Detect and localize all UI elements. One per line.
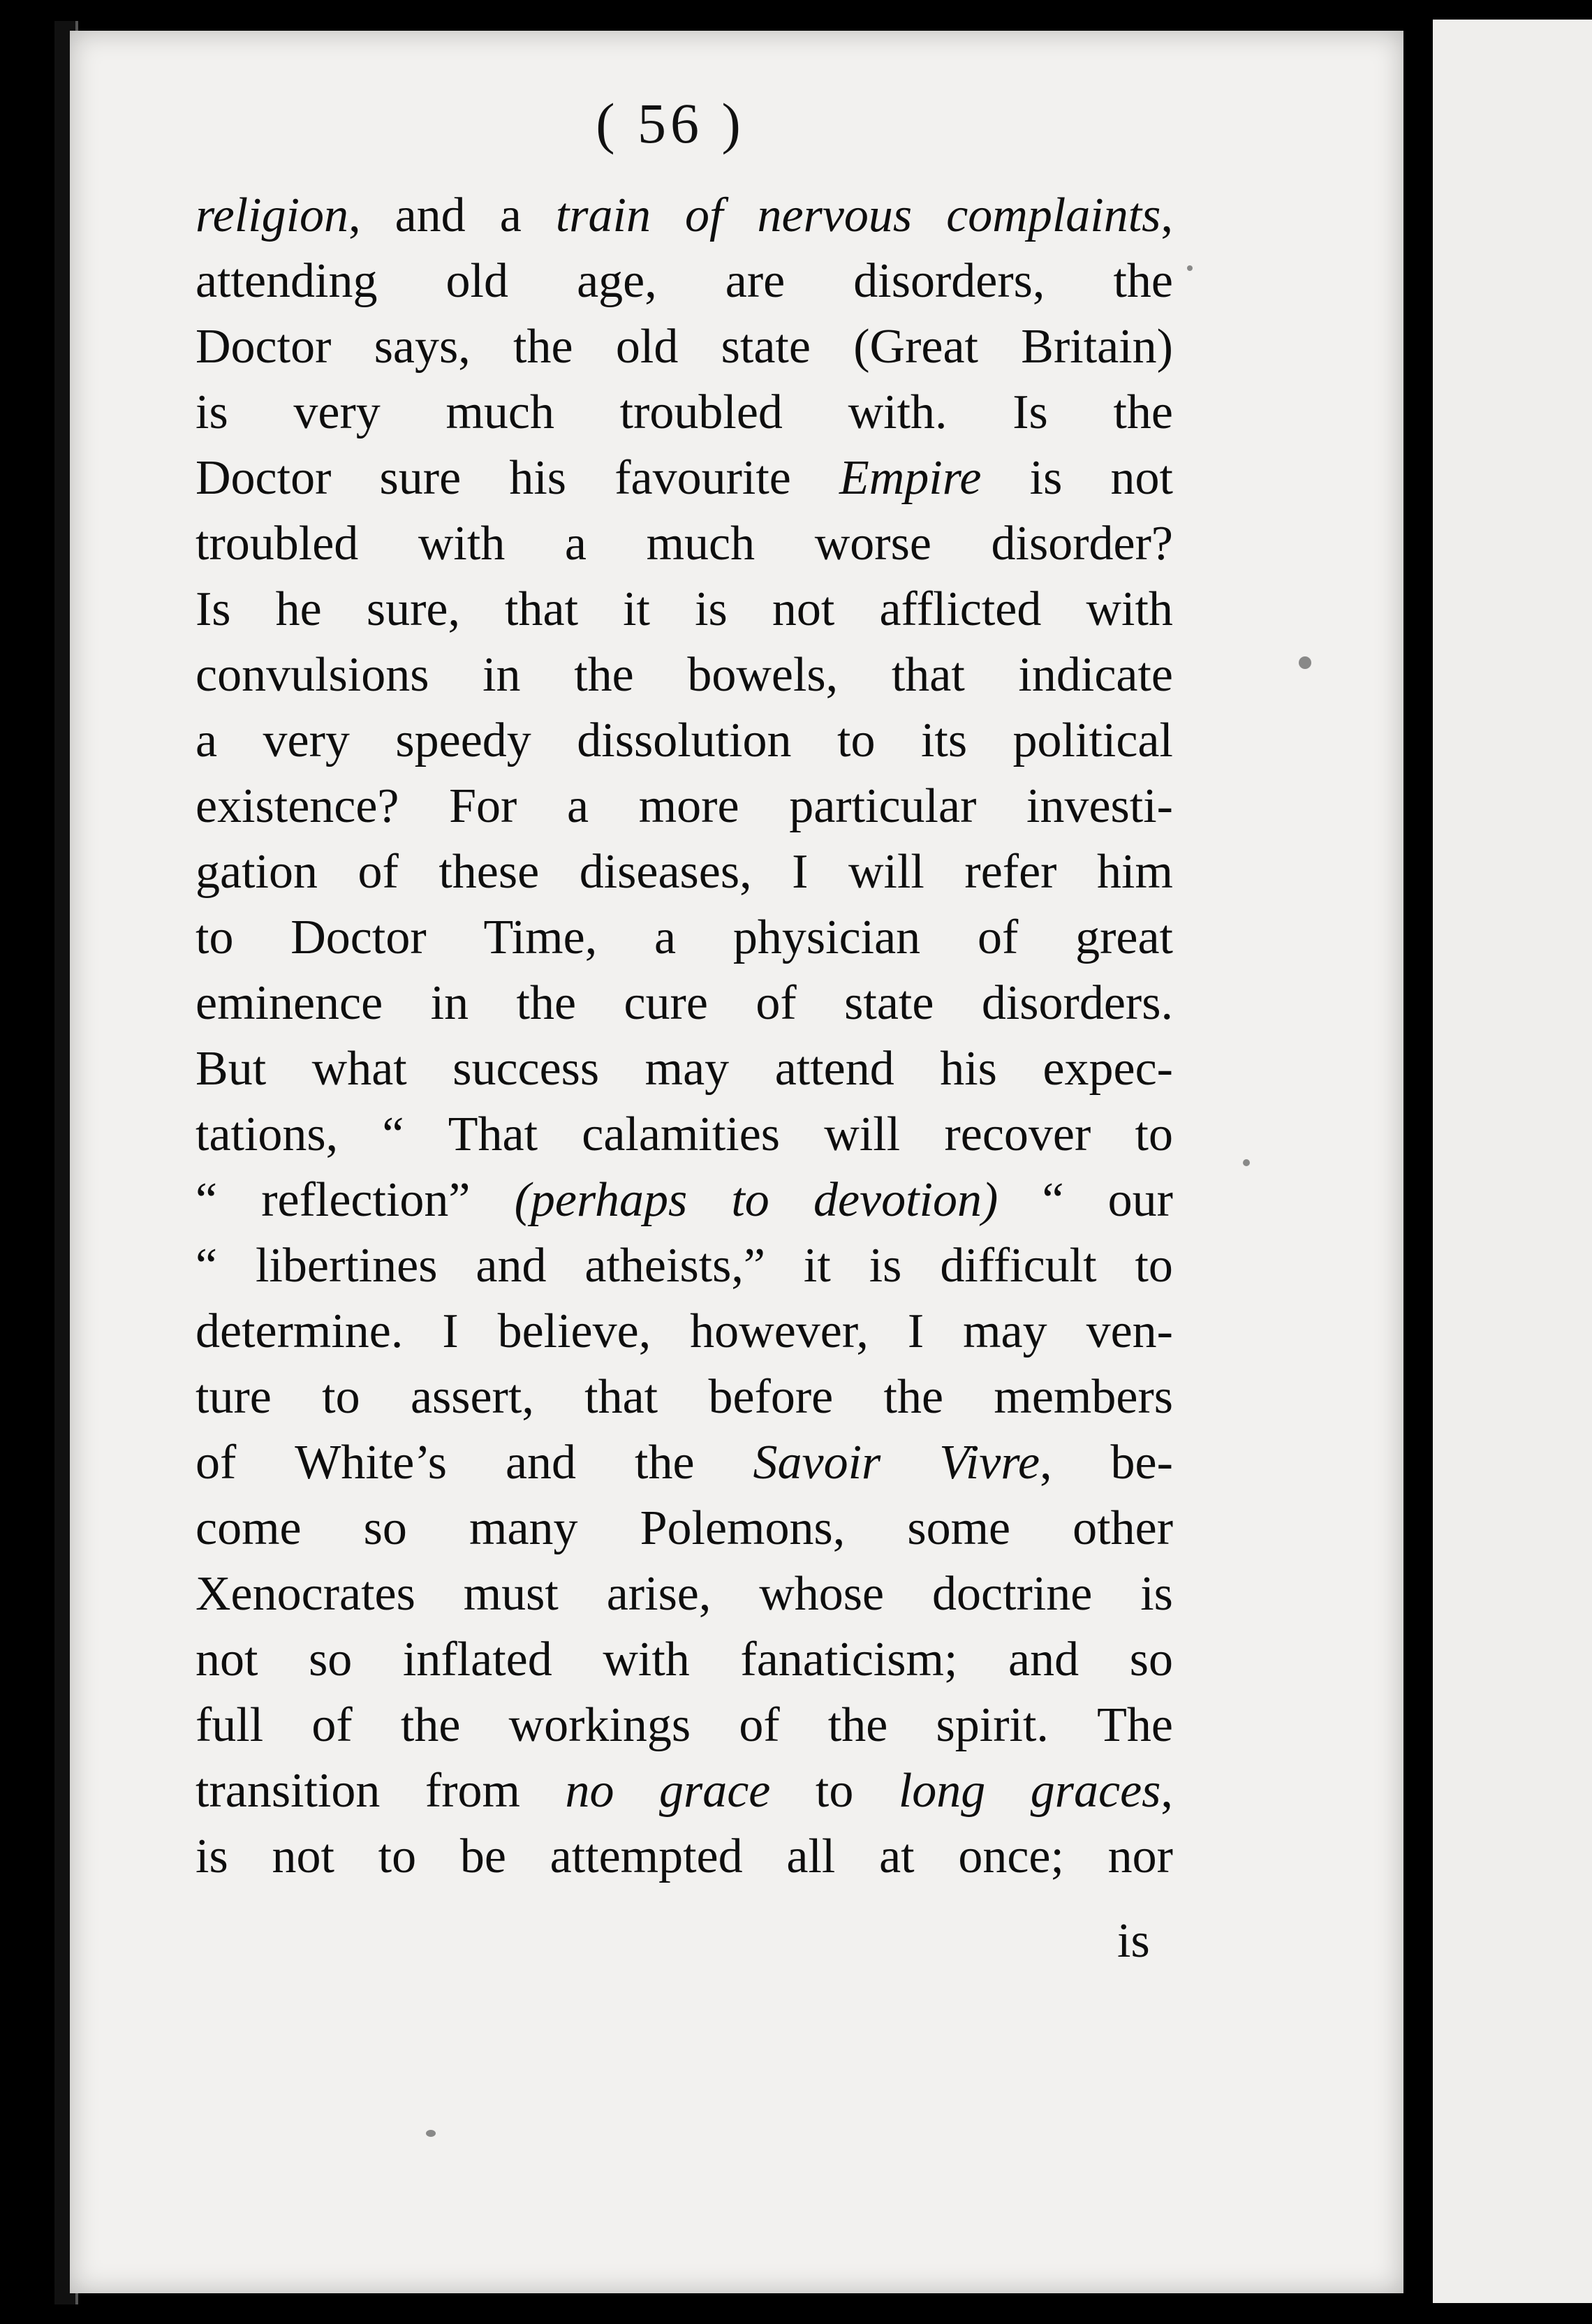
word: not: [1110, 451, 1173, 505]
word: indicate: [1018, 648, 1173, 702]
word: and: [1008, 1633, 1079, 1686]
word: attend: [774, 1042, 894, 1096]
word: that: [505, 582, 579, 636]
word: troubled: [196, 517, 359, 571]
text-line: [196, 1758, 1173, 1824]
word: Empire: [839, 451, 982, 505]
word: will: [824, 1108, 901, 1161]
word: I: [792, 845, 809, 899]
text-line: [196, 446, 1173, 511]
facing-page-edge: [1433, 20, 1592, 2303]
word: ,: [1160, 189, 1173, 242]
word: disorders.: [981, 976, 1173, 1030]
text-line: [196, 183, 1173, 249]
word: Britain): [1021, 320, 1173, 374]
word: sure,: [366, 582, 460, 636]
word: and: [476, 1239, 547, 1293]
word: grace: [659, 1764, 771, 1818]
text-line: [196, 511, 1173, 577]
word: be-: [1110, 1436, 1173, 1490]
text-line: [196, 971, 1173, 1036]
text-line: [196, 1168, 1173, 1233]
word: diseases,: [579, 845, 752, 899]
text-line: [196, 1430, 1173, 1496]
word: may: [644, 1042, 730, 1096]
word: eminence: [196, 976, 383, 1030]
text-line: [196, 380, 1173, 446]
word: disorders,: [853, 254, 1045, 308]
word: a: [654, 911, 677, 964]
word: nervous: [757, 189, 913, 242]
word: with.: [848, 385, 948, 439]
word: (Great: [853, 320, 978, 374]
word: all: [786, 1830, 836, 1883]
text-line: [196, 577, 1173, 642]
word: ven-: [1086, 1304, 1173, 1358]
word: to: [196, 911, 234, 964]
word: is: [869, 1239, 902, 1293]
word: the: [400, 1698, 461, 1752]
text-line: [196, 1693, 1173, 1758]
word: members: [994, 1370, 1173, 1424]
word: disorder?: [991, 517, 1173, 571]
word: and: [505, 1436, 577, 1490]
word: is: [196, 1830, 228, 1883]
paper-speck: [1299, 656, 1311, 669]
word: expec-: [1042, 1042, 1173, 1096]
word: however,: [690, 1304, 869, 1358]
word: Savoir: [753, 1436, 881, 1490]
word: “: [1042, 1173, 1064, 1227]
word: fanaticism;: [740, 1633, 958, 1686]
word: to: [815, 1764, 854, 1818]
word: his: [940, 1042, 997, 1096]
body-text: [196, 183, 1173, 1890]
word: graces: [1030, 1764, 1161, 1818]
word: [196, 183, 361, 249]
text-line: [196, 249, 1173, 314]
word: in: [482, 648, 521, 702]
word: with: [418, 517, 506, 571]
word: ,: [1160, 1764, 1173, 1818]
word: it: [623, 582, 651, 636]
word: Polemons,: [640, 1501, 846, 1555]
word: Is: [196, 582, 231, 636]
word: worse: [814, 517, 931, 571]
word: much: [646, 517, 756, 571]
word: [1031, 1758, 1173, 1824]
word: and: [395, 189, 466, 242]
word: attending: [196, 254, 378, 308]
word: before: [708, 1370, 834, 1424]
word: But: [196, 1042, 267, 1096]
word: not: [772, 582, 835, 636]
word: convulsions: [196, 648, 429, 702]
word: his: [509, 451, 567, 505]
word: more: [638, 779, 739, 833]
word: a: [499, 189, 522, 242]
word: Is: [1012, 385, 1048, 439]
word: gation: [196, 845, 318, 899]
word: complaints: [946, 189, 1161, 242]
word: reflection”: [261, 1173, 471, 1227]
word: a: [567, 779, 589, 833]
word: ,: [348, 189, 361, 242]
word: difficult: [940, 1239, 1097, 1293]
word: For: [449, 779, 517, 833]
word: the: [574, 648, 634, 702]
word: [946, 183, 1173, 249]
word: whose: [759, 1567, 885, 1621]
word: Doctor: [196, 451, 332, 505]
word: may: [963, 1304, 1047, 1358]
word: the: [827, 1698, 888, 1752]
word: not: [196, 1633, 258, 1686]
word: sure: [379, 451, 462, 505]
paper-speck: [426, 2130, 436, 2137]
word: White’s: [295, 1436, 448, 1490]
word: its: [920, 714, 968, 767]
word: so: [363, 1501, 407, 1555]
word: physician: [732, 911, 921, 964]
word: is: [695, 582, 728, 636]
word: is: [1029, 451, 1063, 505]
word: of: [311, 1698, 353, 1752]
word: to: [322, 1370, 360, 1424]
text-line: [196, 642, 1173, 708]
word: is: [1140, 1567, 1173, 1621]
word: Time,: [483, 911, 598, 964]
text-line: [196, 708, 1173, 774]
text-line: [196, 314, 1173, 380]
word: be: [459, 1830, 506, 1883]
word: “: [196, 1239, 218, 1293]
word: favourite: [614, 451, 791, 505]
word: to: [378, 1830, 417, 1883]
word: not: [272, 1830, 334, 1883]
word: very: [263, 714, 350, 767]
word: The: [1097, 1698, 1173, 1752]
word: a: [196, 714, 218, 767]
word: assert,: [410, 1370, 534, 1424]
word: bowels,: [687, 648, 839, 702]
text-line: [196, 1365, 1173, 1430]
word: “: [196, 1173, 218, 1227]
word: arise,: [606, 1567, 712, 1621]
word: dissolution: [577, 714, 792, 767]
word: that: [891, 648, 965, 702]
gutter-shadow: [1403, 0, 1433, 2324]
word: so: [1129, 1633, 1173, 1686]
text-line: [196, 905, 1173, 971]
word: to: [1135, 1108, 1173, 1161]
word: of: [739, 1698, 780, 1752]
word: of: [756, 976, 797, 1030]
word: state: [844, 976, 934, 1030]
word: long: [898, 1764, 986, 1818]
text-line: [196, 1496, 1173, 1561]
word: at: [879, 1830, 915, 1883]
word: Doctor: [196, 320, 332, 374]
page-number: ( 56 ): [596, 91, 745, 155]
word: of: [358, 845, 399, 899]
word: some: [907, 1501, 1011, 1555]
word: particular: [789, 779, 977, 833]
text-line: [196, 774, 1173, 839]
word: attempted: [550, 1830, 743, 1883]
word: must: [463, 1567, 559, 1621]
word: (perhaps: [514, 1173, 688, 1227]
word: Vivre: [939, 1436, 1040, 1490]
word: I: [442, 1304, 459, 1358]
word: says,: [374, 320, 471, 374]
word: to: [731, 1173, 769, 1227]
word: success: [452, 1042, 600, 1096]
word: from: [425, 1764, 520, 1818]
word: with: [603, 1633, 690, 1686]
word: determine.: [196, 1304, 404, 1358]
word: many: [469, 1501, 578, 1555]
word: transition: [196, 1764, 381, 1818]
word: calamities: [582, 1108, 781, 1161]
word: that: [584, 1370, 658, 1424]
word: refer: [964, 845, 1057, 899]
word: the: [1113, 385, 1173, 439]
word: inflated: [402, 1633, 552, 1686]
word: in: [430, 976, 469, 1030]
word: is: [196, 385, 228, 439]
word: existence?: [196, 779, 399, 833]
word: much: [445, 385, 554, 439]
word: believe,: [497, 1304, 651, 1358]
word: state: [721, 320, 811, 374]
word: it: [803, 1239, 831, 1293]
word: devotion): [813, 1173, 998, 1227]
word: political: [1012, 714, 1173, 767]
word: of: [196, 1436, 237, 1490]
word: will: [848, 845, 924, 899]
word: he: [275, 582, 322, 636]
word: come: [196, 1501, 302, 1555]
word: the: [513, 320, 573, 374]
word: I: [907, 1304, 924, 1358]
word: him: [1097, 845, 1173, 899]
word: our: [1107, 1173, 1173, 1227]
text-line: [196, 1036, 1173, 1102]
word: tations,: [196, 1108, 339, 1161]
word: Xenocrates: [196, 1567, 415, 1621]
word: libertines: [256, 1239, 438, 1293]
word: to: [1135, 1239, 1173, 1293]
word: of: [977, 911, 1019, 964]
word: spirit.: [936, 1698, 1049, 1752]
word: “: [382, 1108, 404, 1161]
word: so: [309, 1633, 353, 1686]
text-line: [196, 1299, 1173, 1365]
word: recover: [944, 1108, 1091, 1161]
word: of: [685, 189, 723, 242]
word: cure: [624, 976, 708, 1030]
word: no: [565, 1764, 614, 1818]
word: ture: [196, 1370, 272, 1424]
word: age,: [577, 254, 657, 308]
word: religion: [196, 189, 349, 242]
word: nor: [1107, 1830, 1173, 1883]
paper-speck: [1187, 265, 1193, 271]
word: great: [1075, 911, 1173, 964]
text-line: [196, 1627, 1173, 1693]
word: old: [615, 320, 679, 374]
word: full: [196, 1698, 264, 1752]
word: the: [635, 1436, 695, 1490]
word: with: [1086, 582, 1173, 636]
word: to: [837, 714, 876, 767]
word: [939, 1430, 1052, 1496]
word: very: [293, 385, 381, 439]
word: That: [448, 1108, 538, 1161]
word: these: [438, 845, 540, 899]
word: investi-: [1026, 779, 1173, 833]
word: train: [555, 189, 651, 242]
word: troubled: [619, 385, 783, 439]
word: workings: [508, 1698, 691, 1752]
text-line: [196, 839, 1173, 905]
word: other: [1073, 1501, 1173, 1555]
word: doctrine: [932, 1567, 1093, 1621]
text-line: [196, 1824, 1173, 1890]
word: once;: [958, 1830, 1064, 1883]
word: the: [516, 976, 577, 1030]
word: atheists,”: [584, 1239, 765, 1293]
word: ,: [1040, 1436, 1052, 1490]
word: speedy: [395, 714, 531, 767]
word: the: [1113, 254, 1173, 308]
catchword: is: [1117, 1914, 1150, 1968]
word: afflicted: [879, 582, 1042, 636]
word: what: [311, 1042, 407, 1096]
word: Doctor: [290, 911, 427, 964]
word: old: [445, 254, 508, 308]
text-line: [196, 1561, 1173, 1627]
text-line: [196, 1233, 1173, 1299]
word: a: [564, 517, 587, 571]
text-line: [196, 1102, 1173, 1168]
paper-speck: [1243, 1159, 1250, 1166]
word: the: [883, 1370, 944, 1424]
word: are: [725, 254, 786, 308]
